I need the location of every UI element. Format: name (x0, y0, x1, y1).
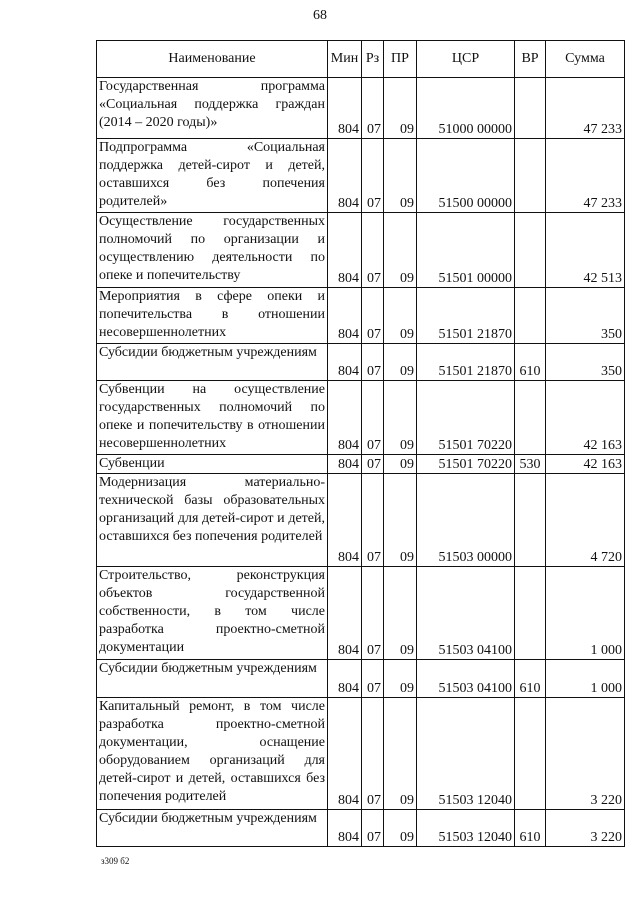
table-header-row (97, 41, 625, 78)
cell-rz: 07 (362, 455, 384, 474)
cell-min: 804 (328, 344, 362, 381)
header-name: Наименование (97, 41, 328, 78)
cell-pr: 09 (384, 698, 417, 810)
cell-sum: 1 000 (546, 660, 625, 698)
cell-name: Модернизация материально-технической базы образовательных организаций для детей-сирот и детей, оставшихся без попечения родителей (97, 474, 328, 567)
cell-pr: 09 (384, 213, 417, 288)
cell-csr: 51000 00000 (417, 78, 515, 139)
cell-name: Субвенции на осуществление государственных полномочий по опеке и попечительству в отношении несовершеннолетних (97, 381, 328, 455)
cell-vr (515, 381, 546, 455)
header-csr: ЦСР (417, 41, 515, 78)
cell-vr (515, 474, 546, 567)
cell-csr: 51501 70220 (417, 381, 515, 455)
header-min: Мин (328, 41, 362, 78)
cell-rz: 07 (362, 139, 384, 213)
cell-vr (515, 213, 546, 288)
cell-rz: 07 (362, 567, 384, 660)
header-pr: ПР (384, 41, 417, 78)
cell-csr: 51503 12040 (417, 810, 515, 847)
cell-min: 804 (328, 660, 362, 698)
cell-rz: 07 (362, 78, 384, 139)
cell-vr: 610 (515, 810, 546, 847)
cell-name: Субсидии бюджетным учреждениям (97, 344, 328, 381)
table-row (97, 78, 625, 139)
cell-sum: 47 233 (546, 139, 625, 213)
cell-name: Капитальный ремонт, в том числе разработка проектно-сметной документации, оснащение оборудованием организаций для детей-сирот и детей, оставшихся без попечения родителей (97, 698, 328, 810)
cell-csr: 51503 12040 (417, 698, 515, 810)
cell-name: Государственная программа «Социальная поддержка граждан (2014 – 2020 годы)» (97, 78, 328, 139)
cell-pr: 09 (384, 810, 417, 847)
cell-name: Подпрограмма «Социальная поддержка детей-сирот и детей, оставшихся без попечения родителей» (97, 139, 328, 213)
cell-rz: 07 (362, 344, 384, 381)
cell-vr (515, 698, 546, 810)
cell-sum: 350 (546, 344, 625, 381)
table-row (97, 381, 625, 455)
cell-csr: 51501 70220 (417, 455, 515, 474)
table-row (97, 474, 625, 567)
cell-min: 804 (328, 810, 362, 847)
table-row (97, 698, 625, 810)
table-row (97, 567, 625, 660)
footer-mark: з309 б2 (101, 856, 130, 866)
cell-csr: 51503 04100 (417, 660, 515, 698)
cell-vr: 610 (515, 660, 546, 698)
cell-pr: 09 (384, 474, 417, 567)
cell-vr (515, 288, 546, 344)
cell-vr (515, 139, 546, 213)
cell-vr (515, 78, 546, 139)
cell-sum: 1 000 (546, 567, 625, 660)
header-sum: Сумма (546, 41, 625, 78)
cell-sum: 47 233 (546, 78, 625, 139)
cell-rz: 07 (362, 474, 384, 567)
cell-csr: 51503 04100 (417, 567, 515, 660)
cell-pr: 09 (384, 139, 417, 213)
cell-vr: 610 (515, 344, 546, 381)
cell-csr: 51501 21870 (417, 344, 515, 381)
table-row (97, 288, 625, 344)
table-row (97, 139, 625, 213)
cell-rz: 07 (362, 698, 384, 810)
budget-table (96, 40, 625, 847)
cell-min: 804 (328, 288, 362, 344)
cell-pr: 09 (384, 660, 417, 698)
cell-min: 804 (328, 78, 362, 139)
cell-pr: 09 (384, 288, 417, 344)
table-row (97, 344, 625, 381)
cell-min: 804 (328, 698, 362, 810)
cell-csr: 51501 00000 (417, 213, 515, 288)
cell-rz: 07 (362, 381, 384, 455)
cell-sum: 3 220 (546, 810, 625, 847)
header-vr: ВР (515, 41, 546, 78)
cell-sum: 350 (546, 288, 625, 344)
cell-pr: 09 (384, 78, 417, 139)
cell-pr: 09 (384, 567, 417, 660)
cell-min: 804 (328, 455, 362, 474)
cell-csr: 51503 00000 (417, 474, 515, 567)
cell-name: Мероприятия в сфере опеки и попечительства в отношении несовершеннолетних (97, 288, 328, 344)
cell-vr (515, 567, 546, 660)
table-row (97, 213, 625, 288)
cell-sum: 42 513 (546, 213, 625, 288)
cell-name: Субсидии бюджетным учреждениям (97, 660, 328, 698)
cell-name: Строительство, реконструкция объектов государственной собственности, в том числе разработка проектно-сметной документации (97, 567, 328, 660)
cell-min: 804 (328, 139, 362, 213)
cell-min: 804 (328, 213, 362, 288)
cell-rz: 07 (362, 660, 384, 698)
cell-name: Субвенции (97, 455, 328, 474)
cell-sum: 42 163 (546, 381, 625, 455)
page-number: 68 (313, 8, 327, 23)
cell-min: 804 (328, 567, 362, 660)
cell-sum: 3 220 (546, 698, 625, 810)
cell-pr: 09 (384, 381, 417, 455)
cell-name: Субсидии бюджетным учреждениям (97, 810, 328, 847)
header-rz: Рз (362, 41, 384, 78)
table-row (97, 660, 625, 698)
cell-name: Осуществление государственных полномочий по организации и осуществлению деятельности по опеке и попечительству (97, 213, 328, 288)
cell-min: 804 (328, 381, 362, 455)
table-row (97, 455, 625, 474)
cell-pr: 09 (384, 344, 417, 381)
cell-rz: 07 (362, 213, 384, 288)
cell-rz: 07 (362, 810, 384, 847)
cell-csr: 51500 00000 (417, 139, 515, 213)
cell-csr: 51501 21870 (417, 288, 515, 344)
table-row (97, 810, 625, 847)
cell-sum: 42 163 (546, 455, 625, 474)
cell-rz: 07 (362, 288, 384, 344)
cell-sum: 4 720 (546, 474, 625, 567)
cell-pr: 09 (384, 455, 417, 474)
cell-vr: 530 (515, 455, 546, 474)
cell-min: 804 (328, 474, 362, 567)
